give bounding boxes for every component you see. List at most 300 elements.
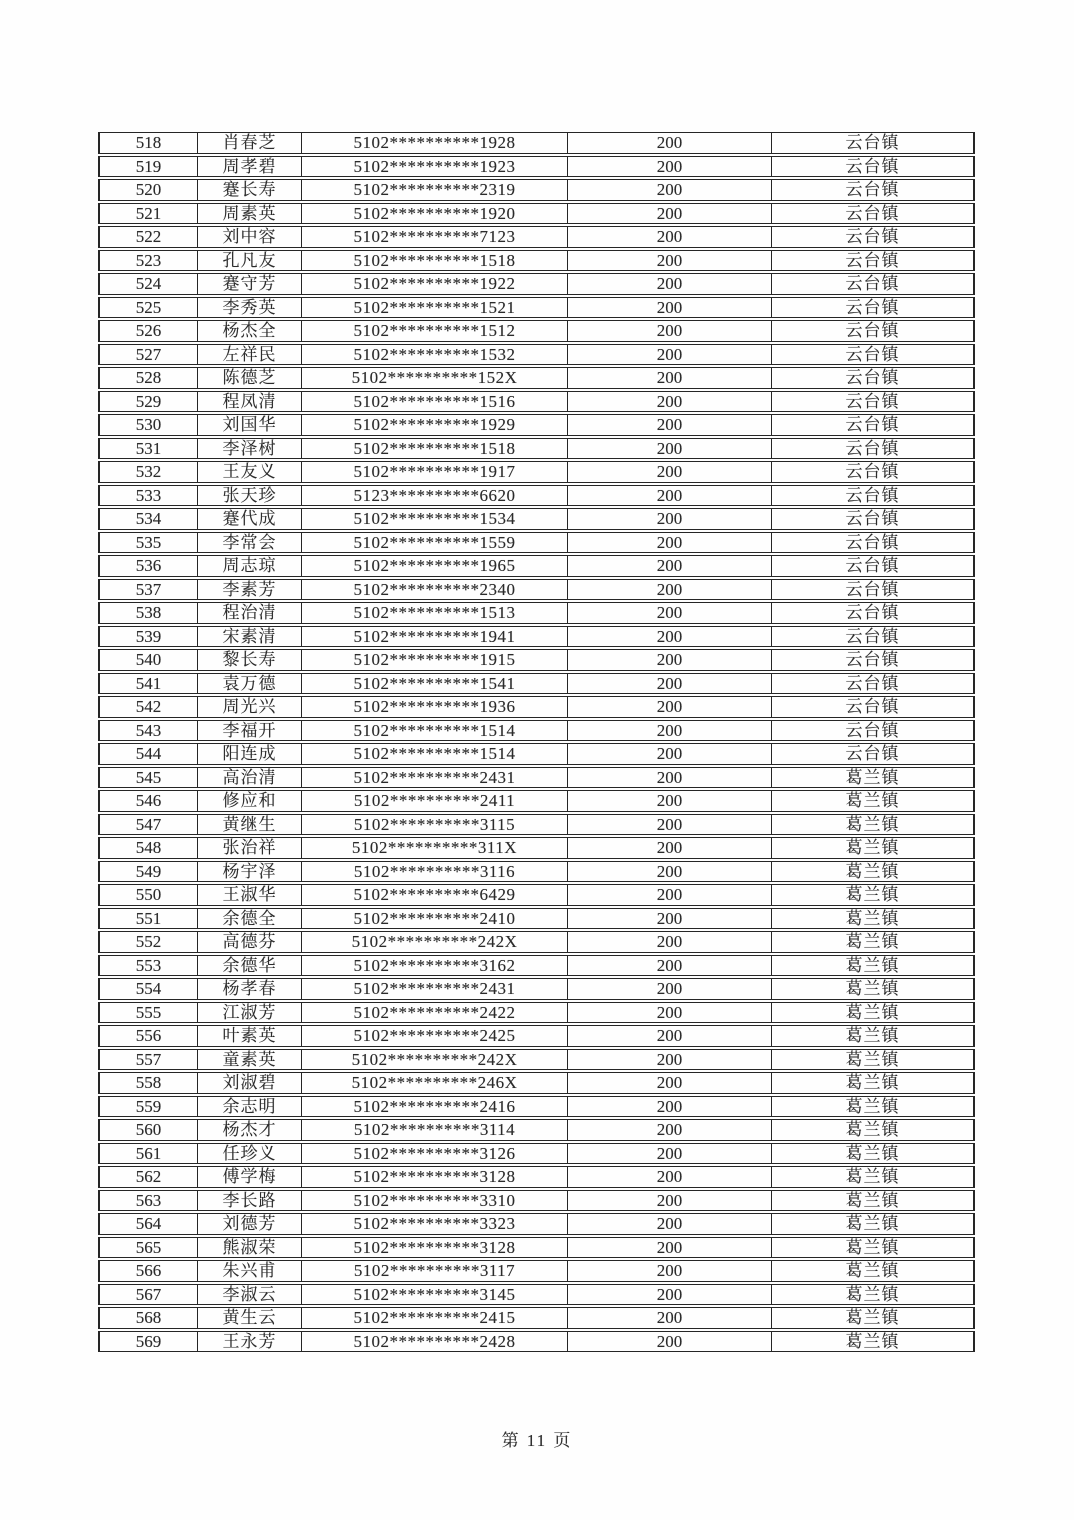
cell-serial: 556	[98, 1025, 198, 1047]
cell-amount: 200	[568, 179, 772, 201]
cell-name: 余志明	[198, 1096, 302, 1118]
cell-town: 云台镇	[772, 555, 975, 577]
cell-name: 杨宇泽	[198, 861, 302, 883]
cell-town: 云台镇	[772, 720, 975, 742]
cell-amount: 200	[568, 1096, 772, 1118]
cell-town: 云台镇	[772, 414, 975, 436]
cell-serial: 550	[98, 884, 198, 906]
cell-name: 蹇守芳	[198, 273, 302, 295]
cell-name: 傅学梅	[198, 1166, 302, 1188]
table-row	[98, 555, 975, 577]
cell-name: 杨孝春	[198, 978, 302, 1000]
cell-name: 阳连成	[198, 743, 302, 765]
cell-town: 葛兰镇	[772, 790, 975, 812]
table-row	[98, 790, 975, 812]
cell-id: 5102**********3145	[302, 1284, 568, 1306]
cell-amount: 200	[568, 720, 772, 742]
cell-amount: 200	[568, 978, 772, 1000]
cell-id: 5102**********1965	[302, 555, 568, 577]
cell-serial: 528	[98, 367, 198, 389]
cell-amount: 200	[568, 626, 772, 648]
cell-serial: 530	[98, 414, 198, 436]
cell-amount: 200	[568, 1237, 772, 1259]
cell-amount: 200	[568, 1166, 772, 1188]
cell-name: 杨杰全	[198, 320, 302, 342]
cell-id: 5102**********1534	[302, 508, 568, 530]
cell-amount: 200	[568, 1119, 772, 1141]
cell-serial: 523	[98, 250, 198, 272]
cell-town: 云台镇	[772, 156, 975, 178]
cell-serial: 548	[98, 837, 198, 859]
cell-town: 云台镇	[772, 532, 975, 554]
cell-id: 5102**********3116	[302, 861, 568, 883]
table-row	[98, 508, 975, 530]
cell-serial: 543	[98, 720, 198, 742]
table-row	[98, 532, 975, 554]
cell-amount: 200	[568, 156, 772, 178]
cell-name: 陈德芝	[198, 367, 302, 389]
cell-serial: 544	[98, 743, 198, 765]
cell-serial: 540	[98, 649, 198, 671]
cell-town: 云台镇	[772, 367, 975, 389]
cell-town: 云台镇	[772, 579, 975, 601]
cell-name: 程凤清	[198, 391, 302, 413]
cell-serial: 524	[98, 273, 198, 295]
cell-id: 5123**********6620	[302, 485, 568, 507]
cell-town: 葛兰镇	[772, 1260, 975, 1282]
cell-amount: 200	[568, 696, 772, 718]
table-row	[98, 1284, 975, 1306]
cell-amount: 200	[568, 908, 772, 930]
cell-serial: 546	[98, 790, 198, 812]
cell-name: 李福开	[198, 720, 302, 742]
table-row	[98, 297, 975, 319]
cell-id: 5102**********1514	[302, 743, 568, 765]
cell-id: 5102**********1929	[302, 414, 568, 436]
cell-amount: 200	[568, 1284, 772, 1306]
cell-amount: 200	[568, 508, 772, 530]
cell-name: 黎长寿	[198, 649, 302, 671]
cell-id: 5102**********2431	[302, 767, 568, 789]
cell-amount: 200	[568, 579, 772, 601]
cell-id: 5102**********1514	[302, 720, 568, 742]
cell-amount: 200	[568, 273, 772, 295]
cell-name: 叶素英	[198, 1025, 302, 1047]
cell-serial: 566	[98, 1260, 198, 1282]
cell-serial: 533	[98, 485, 198, 507]
cell-name: 肖春芝	[198, 132, 302, 154]
cell-serial: 535	[98, 532, 198, 554]
cell-serial: 539	[98, 626, 198, 648]
cell-town: 葛兰镇	[772, 1284, 975, 1306]
cell-serial: 525	[98, 297, 198, 319]
table-row	[98, 837, 975, 859]
table-row	[98, 1190, 975, 1212]
table-row	[98, 132, 975, 154]
cell-name: 李长路	[198, 1190, 302, 1212]
cell-town: 云台镇	[772, 132, 975, 154]
cell-id: 5102**********1915	[302, 649, 568, 671]
cell-town: 云台镇	[772, 461, 975, 483]
cell-town: 葛兰镇	[772, 1072, 975, 1094]
table-row	[98, 1166, 975, 1188]
cell-town: 葛兰镇	[772, 908, 975, 930]
cell-name: 李素芳	[198, 579, 302, 601]
cell-id: 5102**********1513	[302, 602, 568, 624]
table-row	[98, 1143, 975, 1165]
cell-amount: 200	[568, 391, 772, 413]
cell-amount: 200	[568, 602, 772, 624]
table-row	[98, 884, 975, 906]
cell-id: 5102**********3126	[302, 1143, 568, 1165]
table-row	[98, 1331, 975, 1353]
cell-amount: 200	[568, 367, 772, 389]
cell-town: 云台镇	[772, 626, 975, 648]
table-row	[98, 1049, 975, 1071]
cell-id: 5102**********2319	[302, 179, 568, 201]
cell-amount: 200	[568, 1002, 772, 1024]
cell-name: 刘国华	[198, 414, 302, 436]
cell-town: 云台镇	[772, 602, 975, 624]
cell-name: 余德华	[198, 955, 302, 977]
table-row	[98, 438, 975, 460]
cell-name: 江淑芳	[198, 1002, 302, 1024]
cell-serial: 545	[98, 767, 198, 789]
cell-id: 5102**********1928	[302, 132, 568, 154]
table-row	[98, 1307, 975, 1329]
table-row	[98, 1237, 975, 1259]
cell-name: 余德全	[198, 908, 302, 930]
cell-id: 5102**********1917	[302, 461, 568, 483]
cell-serial: 532	[98, 461, 198, 483]
cell-name: 高德芬	[198, 931, 302, 953]
cell-serial: 565	[98, 1237, 198, 1259]
cell-name: 黄生云	[198, 1307, 302, 1329]
cell-serial: 526	[98, 320, 198, 342]
cell-id: 5102**********6429	[302, 884, 568, 906]
cell-amount: 200	[568, 743, 772, 765]
cell-town: 葛兰镇	[772, 814, 975, 836]
cell-name: 王友义	[198, 461, 302, 483]
table-row	[98, 767, 975, 789]
table-row	[98, 626, 975, 648]
cell-amount: 200	[568, 297, 772, 319]
cell-id: 5102**********2410	[302, 908, 568, 930]
cell-amount: 200	[568, 1213, 772, 1235]
cell-id: 5102**********3117	[302, 1260, 568, 1282]
cell-id: 5102**********3310	[302, 1190, 568, 1212]
page-number: 第 11 页	[501, 1431, 573, 1450]
cell-amount: 200	[568, 673, 772, 695]
table-row	[98, 320, 975, 342]
cell-serial: 536	[98, 555, 198, 577]
cell-town: 葛兰镇	[772, 1307, 975, 1329]
cell-town: 葛兰镇	[772, 1190, 975, 1212]
table-row	[98, 203, 975, 225]
cell-amount: 200	[568, 226, 772, 248]
cell-name: 王淑华	[198, 884, 302, 906]
cell-town: 云台镇	[772, 485, 975, 507]
cell-serial: 564	[98, 1213, 198, 1235]
table-row	[98, 908, 975, 930]
cell-town: 云台镇	[772, 344, 975, 366]
cell-id: 5102**********2428	[302, 1331, 568, 1353]
table-row	[98, 1213, 975, 1235]
cell-town: 云台镇	[772, 508, 975, 530]
cell-amount: 200	[568, 132, 772, 154]
cell-serial: 547	[98, 814, 198, 836]
cell-id: 5102**********3115	[302, 814, 568, 836]
cell-name: 修应和	[198, 790, 302, 812]
cell-id: 5102**********2425	[302, 1025, 568, 1047]
cell-amount: 200	[568, 861, 772, 883]
cell-name: 蹇长寿	[198, 179, 302, 201]
cell-amount: 200	[568, 1331, 772, 1353]
cell-town: 葛兰镇	[772, 1166, 975, 1188]
cell-town: 葛兰镇	[772, 1049, 975, 1071]
cell-serial: 529	[98, 391, 198, 413]
cell-town: 葛兰镇	[772, 1002, 975, 1024]
cell-amount: 200	[568, 884, 772, 906]
cell-id: 5102**********1518	[302, 250, 568, 272]
cell-id: 5102**********1516	[302, 391, 568, 413]
table-row	[98, 931, 975, 953]
table-row	[98, 1025, 975, 1047]
table-row	[98, 955, 975, 977]
cell-town: 葛兰镇	[772, 1119, 975, 1141]
table-row	[98, 461, 975, 483]
cell-name: 周光兴	[198, 696, 302, 718]
cell-serial: 549	[98, 861, 198, 883]
cell-town: 云台镇	[772, 673, 975, 695]
cell-town: 云台镇	[772, 297, 975, 319]
cell-serial: 552	[98, 931, 198, 953]
cell-amount: 200	[568, 532, 772, 554]
table-row	[98, 179, 975, 201]
table-row	[98, 978, 975, 1000]
cell-id: 5102**********2415	[302, 1307, 568, 1329]
cell-town: 云台镇	[772, 743, 975, 765]
cell-amount: 200	[568, 955, 772, 977]
table-row	[98, 649, 975, 671]
table-row	[98, 391, 975, 413]
cell-serial: 521	[98, 203, 198, 225]
table-row	[98, 579, 975, 601]
cell-town: 云台镇	[772, 203, 975, 225]
cell-serial: 520	[98, 179, 198, 201]
cell-town: 葛兰镇	[772, 1143, 975, 1165]
cell-serial: 538	[98, 602, 198, 624]
cell-serial: 541	[98, 673, 198, 695]
cell-town: 云台镇	[772, 391, 975, 413]
cell-town: 云台镇	[772, 273, 975, 295]
cell-id: 5102**********2416	[302, 1096, 568, 1118]
cell-amount: 200	[568, 438, 772, 460]
cell-id: 5102**********1518	[302, 438, 568, 460]
cell-serial: 522	[98, 226, 198, 248]
table-row	[98, 226, 975, 248]
cell-id: 5102**********1936	[302, 696, 568, 718]
cell-id: 5102**********3162	[302, 955, 568, 977]
cell-id: 5102**********3128	[302, 1237, 568, 1259]
cell-id: 5102**********1541	[302, 673, 568, 695]
cell-name: 童素英	[198, 1049, 302, 1071]
cell-id: 5102**********7123	[302, 226, 568, 248]
cell-amount: 200	[568, 1072, 772, 1094]
cell-name: 李泽树	[198, 438, 302, 460]
table-row	[98, 861, 975, 883]
cell-id: 5102**********311X	[302, 837, 568, 859]
cell-town: 葛兰镇	[772, 978, 975, 1000]
cell-id: 5102**********242X	[302, 1049, 568, 1071]
cell-amount: 200	[568, 250, 772, 272]
cell-serial: 559	[98, 1096, 198, 1118]
cell-name: 杨杰才	[198, 1119, 302, 1141]
cell-name: 蹇代成	[198, 508, 302, 530]
cell-town: 葛兰镇	[772, 955, 975, 977]
table-row	[98, 1096, 975, 1118]
cell-town: 葛兰镇	[772, 1096, 975, 1118]
cell-amount: 200	[568, 1025, 772, 1047]
cell-amount: 200	[568, 1260, 772, 1282]
cell-id: 5102**********2431	[302, 978, 568, 1000]
cell-serial: 558	[98, 1072, 198, 1094]
cell-name: 王永芳	[198, 1331, 302, 1353]
cell-name: 孔凡友	[198, 250, 302, 272]
table-row	[98, 1119, 975, 1141]
cell-town: 云台镇	[772, 179, 975, 201]
cell-name: 刘中容	[198, 226, 302, 248]
cell-serial: 563	[98, 1190, 198, 1212]
cell-name: 程治清	[198, 602, 302, 624]
cell-name: 张治祥	[198, 837, 302, 859]
cell-id: 5102**********1920	[302, 203, 568, 225]
cell-town: 云台镇	[772, 649, 975, 671]
table-body	[98, 132, 975, 1352]
cell-id: 5102**********1923	[302, 156, 568, 178]
cell-id: 5102**********242X	[302, 931, 568, 953]
cell-amount: 200	[568, 649, 772, 671]
table-row	[98, 743, 975, 765]
cell-amount: 200	[568, 414, 772, 436]
cell-name: 李淑云	[198, 1284, 302, 1306]
cell-id: 5102**********1559	[302, 532, 568, 554]
table-row	[98, 696, 975, 718]
roster-table	[98, 130, 975, 1354]
cell-town: 葛兰镇	[772, 1213, 975, 1235]
cell-id: 5102**********3323	[302, 1213, 568, 1235]
cell-id: 5102**********2422	[302, 1002, 568, 1024]
cell-id: 5102**********2340	[302, 579, 568, 601]
cell-serial: 555	[98, 1002, 198, 1024]
table-row	[98, 814, 975, 836]
cell-serial: 551	[98, 908, 198, 930]
cell-id: 5102**********2411	[302, 790, 568, 812]
cell-name: 李常会	[198, 532, 302, 554]
table-row	[98, 485, 975, 507]
table-row	[98, 720, 975, 742]
cell-amount: 200	[568, 1143, 772, 1165]
table-row	[98, 602, 975, 624]
table-row	[98, 1260, 975, 1282]
cell-name: 黄继生	[198, 814, 302, 836]
cell-id: 5102**********1922	[302, 273, 568, 295]
cell-name: 周孝碧	[198, 156, 302, 178]
cell-id: 5102**********246X	[302, 1072, 568, 1094]
cell-amount: 200	[568, 814, 772, 836]
cell-town: 云台镇	[772, 696, 975, 718]
cell-serial: 557	[98, 1049, 198, 1071]
table-row	[98, 344, 975, 366]
cell-amount: 200	[568, 1049, 772, 1071]
cell-town: 葛兰镇	[772, 861, 975, 883]
cell-id: 5102**********152X	[302, 367, 568, 389]
table-row	[98, 414, 975, 436]
cell-serial: 562	[98, 1166, 198, 1188]
cell-name: 刘德芳	[198, 1213, 302, 1235]
cell-id: 5102**********1521	[302, 297, 568, 319]
cell-amount: 200	[568, 931, 772, 953]
cell-serial: 569	[98, 1331, 198, 1353]
cell-town: 葛兰镇	[772, 1237, 975, 1259]
cell-town: 葛兰镇	[772, 931, 975, 953]
cell-town: 葛兰镇	[772, 1331, 975, 1353]
cell-amount: 200	[568, 837, 772, 859]
cell-serial: 567	[98, 1284, 198, 1306]
cell-amount: 200	[568, 1190, 772, 1212]
cell-town: 葛兰镇	[772, 884, 975, 906]
cell-town: 云台镇	[772, 226, 975, 248]
cell-town: 葛兰镇	[772, 1025, 975, 1047]
table-row	[98, 673, 975, 695]
table-row	[98, 1002, 975, 1024]
cell-serial: 553	[98, 955, 198, 977]
cell-amount: 200	[568, 461, 772, 483]
cell-id: 5102**********1941	[302, 626, 568, 648]
table-row	[98, 156, 975, 178]
cell-amount: 200	[568, 485, 772, 507]
table-row	[98, 273, 975, 295]
cell-name: 任珍义	[198, 1143, 302, 1165]
table-row	[98, 250, 975, 272]
cell-name: 熊淑荣	[198, 1237, 302, 1259]
cell-amount: 200	[568, 767, 772, 789]
cell-serial: 531	[98, 438, 198, 460]
cell-amount: 200	[568, 555, 772, 577]
cell-serial: 518	[98, 132, 198, 154]
cell-name: 宋素清	[198, 626, 302, 648]
cell-serial: 560	[98, 1119, 198, 1141]
cell-name: 刘淑碧	[198, 1072, 302, 1094]
cell-name: 李秀英	[198, 297, 302, 319]
cell-serial: 568	[98, 1307, 198, 1329]
cell-name: 张天珍	[198, 485, 302, 507]
cell-town: 葛兰镇	[772, 837, 975, 859]
cell-name: 周志琼	[198, 555, 302, 577]
cell-serial: 537	[98, 579, 198, 601]
cell-serial: 534	[98, 508, 198, 530]
cell-name: 周素英	[198, 203, 302, 225]
cell-serial: 561	[98, 1143, 198, 1165]
cell-id: 5102**********1512	[302, 320, 568, 342]
cell-amount: 200	[568, 1307, 772, 1329]
cell-name: 高治清	[198, 767, 302, 789]
cell-id: 5102**********3128	[302, 1166, 568, 1188]
table-row	[98, 1072, 975, 1094]
cell-town: 云台镇	[772, 438, 975, 460]
cell-town: 葛兰镇	[772, 767, 975, 789]
cell-amount: 200	[568, 320, 772, 342]
